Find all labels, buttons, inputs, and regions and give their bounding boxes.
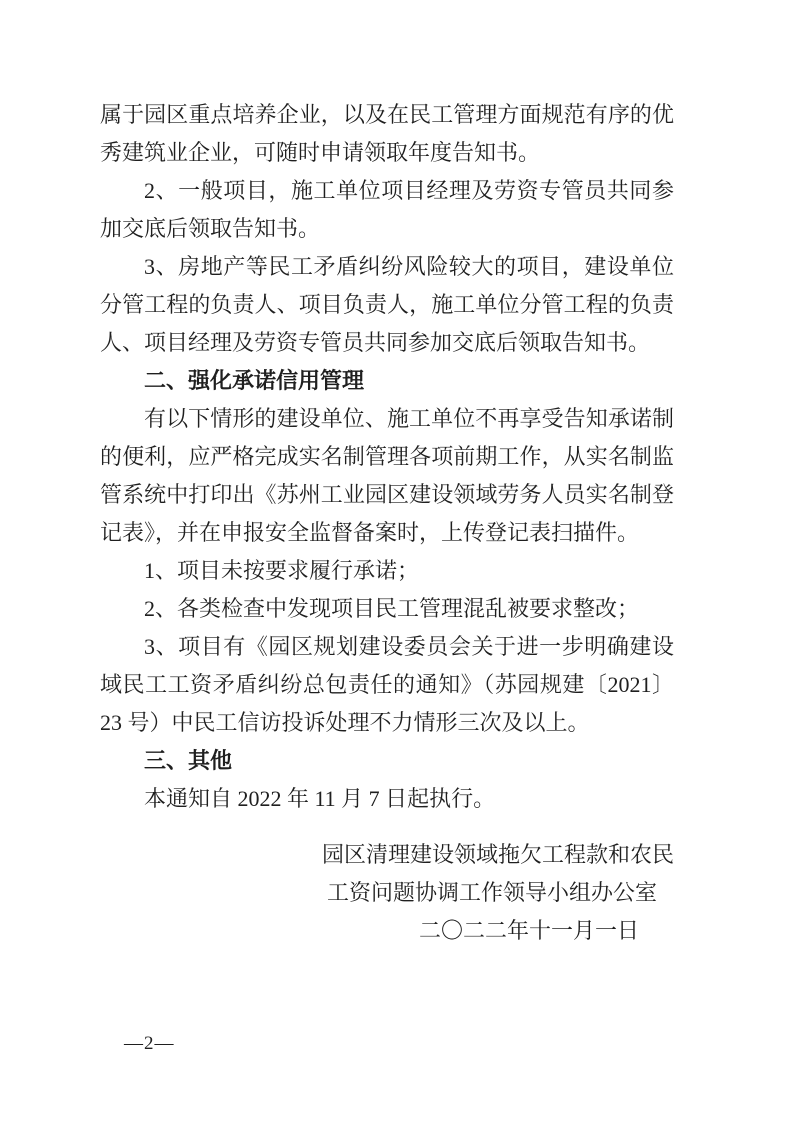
signature-org-line-1: 园区清理建设领域拖欠工程款和农民	[321, 842, 674, 867]
section-heading-2-credit-management: 二、强化承诺信用管理	[144, 368, 365, 393]
paragraph-credit-conditions: 有以下情形的建设单位、施工单位不再享受告知承诺制的便利，应严格完成实名制管理各项前期工作，从实名制监管系统中打印出《苏州工业园区建设领域劳务人员实名制登记表》，并在申报安全监督备案时，上传登记表扫描件。	[100, 406, 674, 545]
paragraph-effective-date: 本通知自 2022 年 11 月 7 日起执行。	[144, 786, 496, 811]
document-body	[100, 96, 674, 950]
page-number: —2—	[124, 1033, 175, 1054]
signature-block	[100, 836, 674, 950]
paragraph-continued: 属于园区重点培养企业，以及在民工管理方面规范有序的优秀建筑业企业，可随时申请领取年度告知书。	[100, 102, 674, 165]
list-item-2-inspection-rectification: 2、各类检查中发现项目民工管理混乱被要求整改；	[144, 596, 640, 621]
signature-org-line-2: 工资问题协调工作领导小组办公室	[326, 880, 657, 905]
paragraph-item-2-general-projects: 2、一般项目，施工单位项目经理及劳资专管员共同参加交底后领取告知书。	[100, 178, 674, 241]
list-item-3-complaint-handling: 3、项目有《园区规划建设委员会关于进一步明确建设域民工工资矛盾纠纷总包责任的通知》（苏园规建〔2021〕23 号）中民工信访投诉处理不力情形三次及以上。	[100, 634, 674, 735]
list-item-1-commitment-not-fulfilled: 1、项目未按要求履行承诺；	[144, 558, 420, 583]
section-heading-3-others: 三、其他	[144, 748, 233, 773]
signature-date: 二〇二二年十一月一日	[418, 918, 639, 943]
paragraph-item-3-high-risk-projects: 3、房地产等民工矛盾纠纷风险较大的项目，建设单位分管工程的负责人、项目负责人，施工单位分管工程的负责人、项目经理及劳资专管员共同参加交底后领取告知书。	[100, 254, 674, 355]
